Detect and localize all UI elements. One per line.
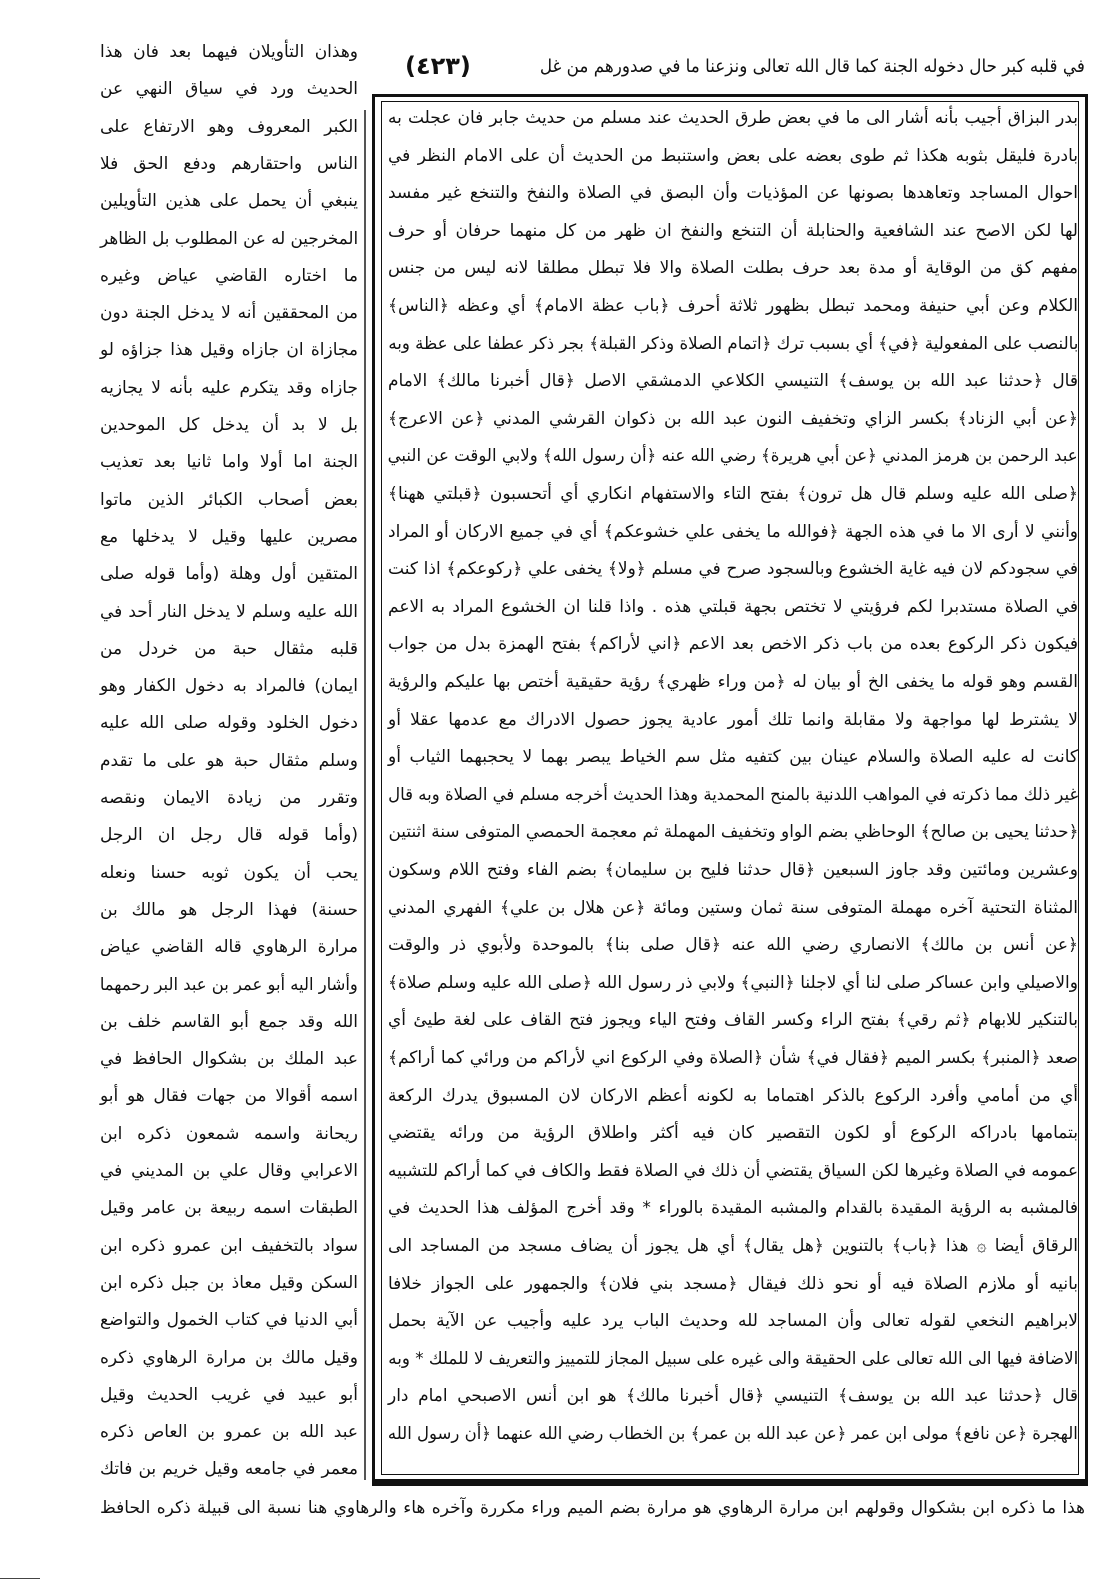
main-text-line-text: بانيه أو ملازم الصلاة فيه أو نحو ذلك فيقال ﴿مسجد بني فلان﴾ والجمهور على الجواز خلافا <box>388 1273 1078 1294</box>
margin-line-text: ريحانة واسمه شمعون ذكره ابن <box>100 1123 358 1144</box>
main-text-line-text: بالنصب على المفعولية ﴿في﴾ أي بسبب ترك ﴿اتمام الصلاة وذكر القبلة﴾ بجر ذكر عطفا على عظة وبه <box>388 333 1078 354</box>
main-text-line <box>388 1348 1078 1369</box>
main-text-line-text: الاضافة فيها الى الله تعالى على الحقيقة والى غيره على سبيل المجاز للتمييز والتعريف لا للملك * وبه <box>388 1348 1078 1369</box>
main-text-line <box>388 333 1078 354</box>
margin-line <box>100 377 358 398</box>
margin-line-text: مصرين عليها وقيل لا يدخلها مع <box>100 526 358 547</box>
margin-line-text: دخول الخلود وقوله صلى الله عليه <box>100 713 358 734</box>
margin-line <box>100 1312 358 1329</box>
margin-line-text: جازاه وقد يتكرم عليه بأنه لا يجازيه <box>100 377 358 398</box>
main-text-line <box>388 1313 1078 1330</box>
main-text-line <box>388 185 1078 202</box>
margin-line <box>100 862 358 883</box>
margin-line-text: سواد بالتخفيف ابن عمرو ذكره ابن <box>100 1235 358 1256</box>
main-text-line <box>388 408 1078 429</box>
margin-line-text: المتقين أول وهلة (وأما قوله صلى <box>100 564 358 585</box>
margin-line-text: وتقرر من زيادة الايمان ونقصه <box>100 788 358 808</box>
main-text-line-text: بالتنكير للابهام ﴿ثم رقي﴾ بفتح الراء وكسر القاف وفتح الياء ويجوز فتح القاف على لغة طيئ أي <box>388 1010 1078 1031</box>
main-text-line-text: والاصيلي وابن عساكر صلى لنا أي لاجلنا ﴿النبي﴾ ولابي ذر رسول الله ﴿صلى الله عليه وسلم صلاة﴾ <box>388 972 1078 993</box>
margin-line <box>100 1461 358 1478</box>
main-text-line <box>388 1200 1078 1217</box>
main-text-line <box>388 260 1078 277</box>
margin-line-text: قلبه مثقال حبة من خردل من <box>100 638 358 659</box>
margin-line <box>100 1200 358 1217</box>
main-text-line-text: أي من أمامي وأفرد الركوع بالذكر اهتماما به لكونه أعظم الاركان لان المسبوق يدرك الركعة <box>388 1085 1078 1106</box>
margin-line <box>100 750 358 771</box>
main-text-line <box>388 749 1078 766</box>
main-text-line <box>388 145 1078 166</box>
main-text-line-text: في الصلاة مستدبرا لكم فرؤيتي لا تختص بجهة قبلتي هذه . واذا قلنا ان الخشوع المراد به الاعم <box>388 596 1078 617</box>
margin-line <box>100 526 358 547</box>
main-text-line-text: ﴿حدثنا يحيى بن صالح﴾ الوحاظي بضم الواو وتخفيف المهملة ثم معجمة الحمصي المتوفى سنة اثنتين <box>388 822 1078 843</box>
main-text-line <box>388 1085 1078 1106</box>
margin-line <box>100 1011 358 1032</box>
main-text-line <box>388 784 1078 805</box>
main-text-line <box>388 220 1078 241</box>
main-text-line-text: عبد الرحمن بن هرمز المدني ﴿عن أبي هريرة﴾ رضي الله عنه ﴿أن رسول الله﴾ ولابي الوقت عن النبي <box>388 446 1078 467</box>
margin-line-text: الجنة اما أولا واما ثانيا بعد تعذيب <box>100 452 358 473</box>
margin-line <box>100 1235 358 1256</box>
main-text-line-text: لها لكن الاصح عند الشافعية والحنابلة أن التنخع والنفخ ان ظهر من كل منهما حرفان أو حرف <box>388 220 1078 241</box>
main-text-line-text: ﴿عن أبي الزناد﴾ بكسر الزاي وتخفيف النون عبد الله بن ذكوان القرشي المدني ﴿عن الاعرج﴾ <box>388 408 1078 429</box>
margin-line-text: وهذان التأويلان فيهما بعد فان هذا <box>100 42 358 62</box>
margin-line-text: أبو عبيد في غريب الحديث وقيل <box>100 1384 358 1405</box>
margin-line-text: الناس واحتقارهم ودفع الحق فلا <box>100 153 358 174</box>
scan-mark <box>0 1578 40 1579</box>
main-text-line <box>388 937 1078 954</box>
running-header <box>540 58 1085 76</box>
margin-line-text: أبي الدنيا في كتاب الخمول والتواضع <box>100 1310 358 1331</box>
margin-line <box>100 305 358 322</box>
margin-line-text: بعض أصحاب الكبائر الذين ماتوا <box>100 489 358 510</box>
main-text-line-text: في سجودكم لان فيه غاية الخشوع وبالسجود صرح في مسلم ﴿ولا﴾ يخفى علي ﴿ركوعكم﴾ اذا كنت <box>388 559 1078 580</box>
main-text-line-text: كانت له عليه الصلاة والسلام عينان بين كتفيه مثل سم الخياط يبصر بهما لا يحجبهما الثياب أو <box>388 747 1078 768</box>
margin-line <box>100 1424 358 1441</box>
margin-line-text: ينبغي أن يحمل على هذين التأويلين <box>100 191 358 212</box>
main-text-line-text: بتمامها بادراكه الركوع أو لكون التقصير كان فيه أكثر واطلاق الرؤية من ورائه يقتضي <box>388 1123 1078 1144</box>
main-text-line <box>388 373 1078 390</box>
margin-line-text: وسلم مثقال حبة هو على ما تقدم <box>100 750 358 771</box>
margin-line-text: الله عليه وسلم لا يدخل النار أحد في <box>100 601 358 622</box>
margin-line <box>100 638 358 659</box>
margin-line-text: وقيل مالك بن مرارة الرهاوي ذكره <box>100 1347 358 1368</box>
main-text-line <box>388 1160 1078 1181</box>
margin-line <box>100 566 358 583</box>
main-text-line <box>388 1426 1078 1443</box>
main-text-line <box>388 596 1078 617</box>
margin-line <box>100 1347 358 1368</box>
main-text-line-text: ﴿عن أنس بن مالك﴾ الانصاري رضي الله عنه ﴿قال صلى بنا﴾ بالموحدة ولأبوي ذر والوقت <box>388 935 1078 956</box>
footnote-text: هذا ما ذكره ابن بشكوال وقولهم ابن مرارة الرهاوي هو مرارة بضم الميم وراء مكررة وآخره هاء والرهاوي هنا نسبة الى قبيلة ذكره الحافظ <box>100 1498 1085 1518</box>
margin-line <box>100 454 358 471</box>
main-text-line <box>388 1050 1078 1067</box>
margin-line <box>100 489 358 510</box>
margin-line <box>100 1051 358 1068</box>
margin-line-text: بل لا بد أن يدخل كل الموحدين <box>100 415 358 435</box>
main-text-line-text: عمومه في الصلاة وغيرها لكن السياق يقتضي أن ذلك في الصلاة فقط والكاف في كما أراكم للتشبيه <box>388 1160 1078 1181</box>
main-text-line-text: ﴿صلى الله عليه وسلم قال هل ترون﴾ بفتح التاء والاستفهام انكاري أي أتحسبون ﴿قبلتي ههنا﴾ <box>388 484 1078 504</box>
main-text-line-text: الرقاق أيضا ۞ هذا ﴿باب﴾ بالتنوين ﴿هل يقال﴾ أي هل يجوز أن يضاف مسجد من المساجد الى <box>388 1236 1078 1256</box>
main-text-line-text: القسم وهو قوله ما يخفى الخ أو بيان له ﴿من وراء ظهري﴾ رؤية حقيقية أختص بها عليكم والرؤية <box>388 672 1078 692</box>
main-text-line-text: لا يشترط لها مواجهة ولا مقابلة وانما تلك أمور عادية يجوز حصول الادراك مع عدمها عقلا أو <box>388 709 1078 730</box>
margin-line <box>100 44 358 61</box>
margin-line <box>100 342 358 359</box>
main-text-line <box>388 862 1078 879</box>
margin-line-text: الحديث ورد في سياق النهي عن <box>100 79 358 100</box>
main-text-line-text: قال ﴿حدثنا عبد الله بن يوسف﴾ التنيسي ﴿قال أخبرنا مالك﴾ هو ابن أنس الاصبحي امام دار <box>388 1386 1078 1407</box>
margin-line <box>100 939 358 956</box>
margin-line <box>100 193 358 210</box>
margin-line <box>100 417 358 434</box>
main-text-line-text: مفهم كق من الوقاية أو مدة بعد حرف بطلت الصلاة والا فلا تبطل مطلقا لانه ليس من جنس <box>388 258 1078 279</box>
margin-line <box>100 153 358 174</box>
margin-line <box>100 1272 358 1293</box>
margin-divider <box>364 110 366 1480</box>
main-text-line <box>388 972 1078 993</box>
margin-line <box>100 81 358 98</box>
margin-line-text: حسنة) فهذا الرجل هو مالك بن <box>100 899 358 920</box>
margin-line-text: مجازاة ان جازاه وقيل هذا جزاؤه لو <box>100 340 358 361</box>
margin-line-text: المخرجين له عن المطلوب بل الظاهر <box>100 228 358 249</box>
main-text-line-text: الهجرة ﴿عن نافع﴾ مولى ابن عمر ﴿عن عبد الله بن عمر﴾ بن الخطاب رضي الله عنهما ﴿أن رسول الله <box>388 1424 1078 1444</box>
margin-line <box>100 1123 358 1144</box>
margin-line <box>100 601 358 622</box>
margin-line-text: عبد الله بن عمرو بن العاص ذكره <box>100 1422 358 1443</box>
margin-line-text: عبد الملك بن بشكوال الحافظ في <box>100 1049 358 1070</box>
main-text-line <box>388 110 1078 127</box>
main-text-line-text: المثناة التحتية آخره مهملة المتوفى سنة ثمان وستين ومائة ﴿عن هلال بن علي﴾ الفهري المدني <box>388 897 1078 918</box>
main-text-line-text: بدر البزاق أجيب بأنه أشار الى ما في بعض طرق الحديث عند مسلم من حديث جابر فان عجلت به <box>388 108 1078 128</box>
margin-line <box>100 1088 358 1105</box>
main-text-line <box>388 636 1078 653</box>
margin-line-text: الاعرابي وقال علي بن المديني في <box>100 1161 358 1181</box>
margin-line <box>100 116 358 137</box>
margin-line-text: الطبقات اسمه ربيعة بن عامر وقيل <box>100 1198 358 1219</box>
margin-line-text: ما اختاره القاضي عياض وغيره <box>100 265 358 286</box>
main-text-line-text: الكلام وعن أبي حنيفة ومحمد تبطل بظهور ثلاثة أحرف ﴿باب عظة الامام﴾ أي وعظه ﴿الناس﴾ <box>388 296 1078 316</box>
main-text-line-text: قال ﴿حدثنا عبد الله بن يوسف﴾ التنيسي الكلاعي الدمشقي الاصل ﴿قال أخبرنا مالك﴾ الامام <box>388 371 1078 392</box>
main-text-line-text: احوال المساجد وتعاهدها بصونها عن المؤذيات وأن البصق في الصلاة والنفخ والتنخع غير مفسد <box>388 183 1078 204</box>
margin-line <box>100 265 358 286</box>
margin-line <box>100 1384 358 1405</box>
margin-line-text: الكبر المعروف وهو الارتفاع على <box>100 116 358 137</box>
page-number: (٤٢٣) <box>405 52 471 80</box>
margin-line <box>100 715 358 732</box>
margin-line <box>100 790 358 807</box>
main-text-line <box>388 1125 1078 1142</box>
main-text-line <box>388 709 1078 730</box>
main-text-line-text: صعد ﴿المنبر﴾ بكسر الميم ﴿فقال في﴾ شأن ﴿الصلاة وفي الركوع اني لأراكم من ورائي كما أراكم﴾ <box>388 1048 1078 1068</box>
footnote <box>100 1500 1085 1517</box>
margin-line-text: يحب أن يكون ثوبه حسنا ونعله <box>100 862 358 883</box>
main-text-line-text: لابراهيم النخعي لقوله تعالى وأن المساجد لله وحديث الباب يرد عليه وأجيب عن الآية بحمل <box>388 1311 1078 1332</box>
main-text-line-text: فيكون ذكر الركوع بعده من باب ذكر الاخص بعد الاعم ﴿اني لأراكم﴾ بفتح الهمزة بدل من جواب <box>388 634 1078 655</box>
main-text-line-text: غير ذلك مما ذكرته في المواهب اللدنية بالمنح المحمدية وهذا الحديث أخرجه مسلم في الصلاة وبه قال <box>388 784 1078 805</box>
main-text-line <box>388 521 1078 542</box>
main-text-line <box>388 674 1078 691</box>
main-text-line <box>388 1388 1078 1405</box>
margin-line <box>100 1163 358 1180</box>
margin-line <box>100 228 358 249</box>
main-text-line <box>388 1238 1078 1255</box>
main-text-line <box>388 1012 1078 1029</box>
margin-line-text: (وأما قوله قال رجل ان الرجل <box>100 825 358 846</box>
main-text-line <box>388 824 1078 841</box>
main-text-line <box>388 448 1078 465</box>
margin-line-text: ايمان) فالمراد به دخول الكفار وهو <box>100 676 358 697</box>
margin-line <box>100 827 358 844</box>
main-text-line-text: فالمشبه به الرؤية المقيدة بالقدام والمشبه المقيدة بالوراء * وقد أخرج المؤلف هذا الحديث في <box>388 1198 1078 1219</box>
main-text-line <box>388 486 1078 503</box>
margin-line-text: وأشار اليه أبو عمر بن عبد البر رحمهما <box>100 974 358 995</box>
margin-line-text: الله وقد جمع أبو القاسم خلف بن <box>100 1011 358 1032</box>
margin-line-text: من المحققين أنه لا يدخل الجنة دون <box>100 303 358 324</box>
margin-line-text: السكن وقيل معاذ بن جبل ذكره ابن <box>100 1272 358 1293</box>
main-text-line <box>388 298 1078 315</box>
main-text-line <box>388 897 1078 918</box>
main-text-line <box>388 561 1078 578</box>
main-text-line-text: بادرة فليقل بثوبه هكذا ثم طوى بعضه على بعض واستنبط من الحديث أن على الامام النظر في <box>388 145 1078 166</box>
margin-line <box>100 899 358 920</box>
margin-line-text: اسمه أقوالا من جهات فقال هو أبو <box>100 1086 358 1107</box>
main-text-line-text: وأنني لا أرى الا ما في هذه الجهة ﴿فوالله ما يخفى علي خشوعكم﴾ أي في جميع الاركان أو المراد <box>388 521 1078 542</box>
margin-line-text: معمر في جامعه وقيل خريم بن فاتك <box>100 1459 358 1480</box>
margin-line <box>100 974 358 995</box>
running-header-text: في قلبه كبر حال دخوله الجنة كما قال الله تعالى ونزعنا ما في صدورهم من غل <box>540 56 1085 77</box>
main-text-line-text: وعشرين ومائتين وقد جاوز السبعين ﴿قال حدثنا فليح بن سليمان﴾ بضم الفاء وفتح اللام وسكون <box>388 860 1078 880</box>
margin-line <box>100 678 358 695</box>
main-text-line <box>388 1273 1078 1294</box>
margin-line-text: مرارة الرهاوي قاله القاضي عياض <box>100 937 358 958</box>
